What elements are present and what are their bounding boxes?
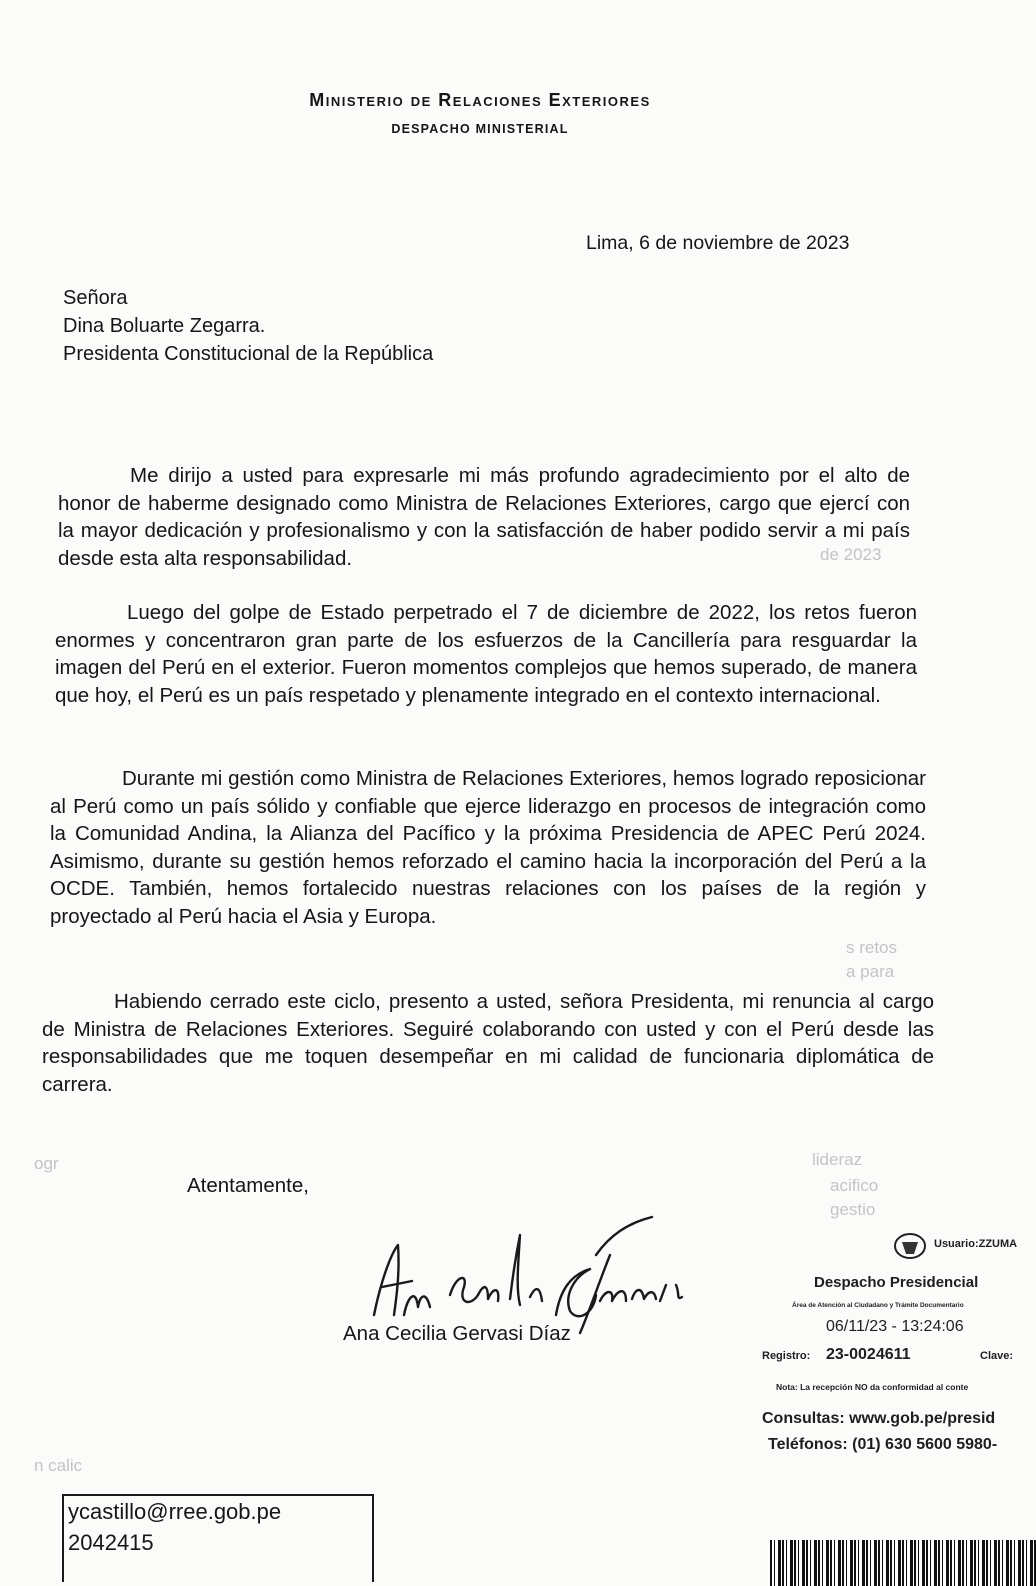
contact-email: ycastillo@rree.gob.pe — [68, 1499, 282, 1524]
stamp-consultas: Consultas: www.gob.pe/presid — [762, 1410, 996, 1427]
ministry-heading: Ministerio de Relaciones Exteriores — [309, 90, 651, 110]
reception-stamp — [762, 1232, 1036, 1586]
recipient-title: Presidenta Constitucional de la República — [63, 343, 434, 365]
bleed-through-text: ogr — [34, 1154, 59, 1173]
coat-of-arms-icon — [892, 1232, 928, 1260]
body-paragraph-3: Durante mi gestión como Ministra de Relaciones Exteriores, hemos logrado reposicionar al Perú como un país sólido y confiable que ejerce liderazgo en procesos de integración como la Comunidad Andina, la Alianza del Pacífico y la próxima Presidencia de APEC Perú 2024. Asimismo, durante su gestión hemos reforzado el camino hacia la incorporación del Perú a la OCDE. También, hemos fortalecido nuestras relaciones con los países de la región y proyectado al Perú hacia el Asia y Europa. — [50, 767, 926, 928]
closing-text: Atentamente, — [187, 1174, 309, 1197]
bleed-through-text: lideraz — [812, 1150, 863, 1169]
stamp-registro-label: Registro: — [762, 1350, 811, 1362]
stamp-user: Usuario:ZZUMA — [934, 1238, 1018, 1250]
contact-box — [62, 1494, 374, 1582]
bleed-through-text: gestio — [830, 1200, 876, 1219]
body-paragraph-4: Habiendo cerrado este ciclo, presento a usted, señora Presidenta, mi renuncia al cargo de Ministra de Relaciones Exteriores. Seguiré colaborando con usted y con el Perú desde las responsabilidades que me toquen desempeñar en mi calidad de funcionaria diplomática de carrera. — [42, 990, 934, 1096]
stamp-area: Área de Atención al Ciudadano y Trámite Documentario — [792, 1302, 964, 1309]
handwritten-signature — [360, 1215, 720, 1335]
stamp-datetime: 06/11/23 - 13:24:06 — [826, 1318, 964, 1335]
body-paragraph-2: Luego del golpe de Estado perpetrado el 7 de diciembre de 2022, los retos fueron enormes y concentraron gran parte de los esfuerzos de la Cancillería para resguardar la imagen del Perú en el exterior. Fueron momentos complejos que hemos superado, de manera que hoy, el Perú es un país respetado y plenamente integrado en el contexto internacional. — [55, 601, 917, 707]
contact-phone: 2042415 — [68, 1530, 154, 1555]
letter-date: Lima, 6 de noviembre de 2023 — [586, 232, 850, 254]
recipient-name: Dina Boluarte Zegarra. — [63, 315, 266, 337]
stamp-registro: 23-0024611 — [826, 1346, 911, 1363]
stamp-clave-label: Clave: — [980, 1350, 1014, 1362]
stamp-office: Despacho Presidencial — [814, 1274, 979, 1291]
office-subheading: DESPACHO MINISTERIAL — [391, 122, 569, 136]
barcode — [770, 1540, 1036, 1586]
bleed-through-text: de 2023 — [820, 545, 882, 564]
stamp-note: Nota: La recepción NO da conformidad al conte — [776, 1382, 969, 1392]
bleed-through-text: n calic — [34, 1456, 83, 1475]
bleed-through-text: s retos — [846, 938, 898, 957]
bleed-through-text: acifico — [830, 1176, 879, 1195]
recipient-block — [63, 284, 433, 368]
body-paragraph-1: Me dirijo a usted para expresarle mi más profundo agradecimiento por el alto de honor de haberme designado como Ministra de Relaciones Exteriores, cargo que ejercí con la mayor dedicación y profesionalismo y con la satisfacción de haber podido servir a mi país desde esta alta responsabilidad. — [58, 464, 910, 570]
recipient-salutation: Señora — [63, 287, 128, 309]
bleed-through-text: a para — [846, 962, 895, 981]
stamp-telefonos: Teléfonos: (01) 630 5600 5980- — [768, 1436, 998, 1453]
signatory-name: Ana Cecilia Gervasi Díaz — [343, 1322, 571, 1345]
